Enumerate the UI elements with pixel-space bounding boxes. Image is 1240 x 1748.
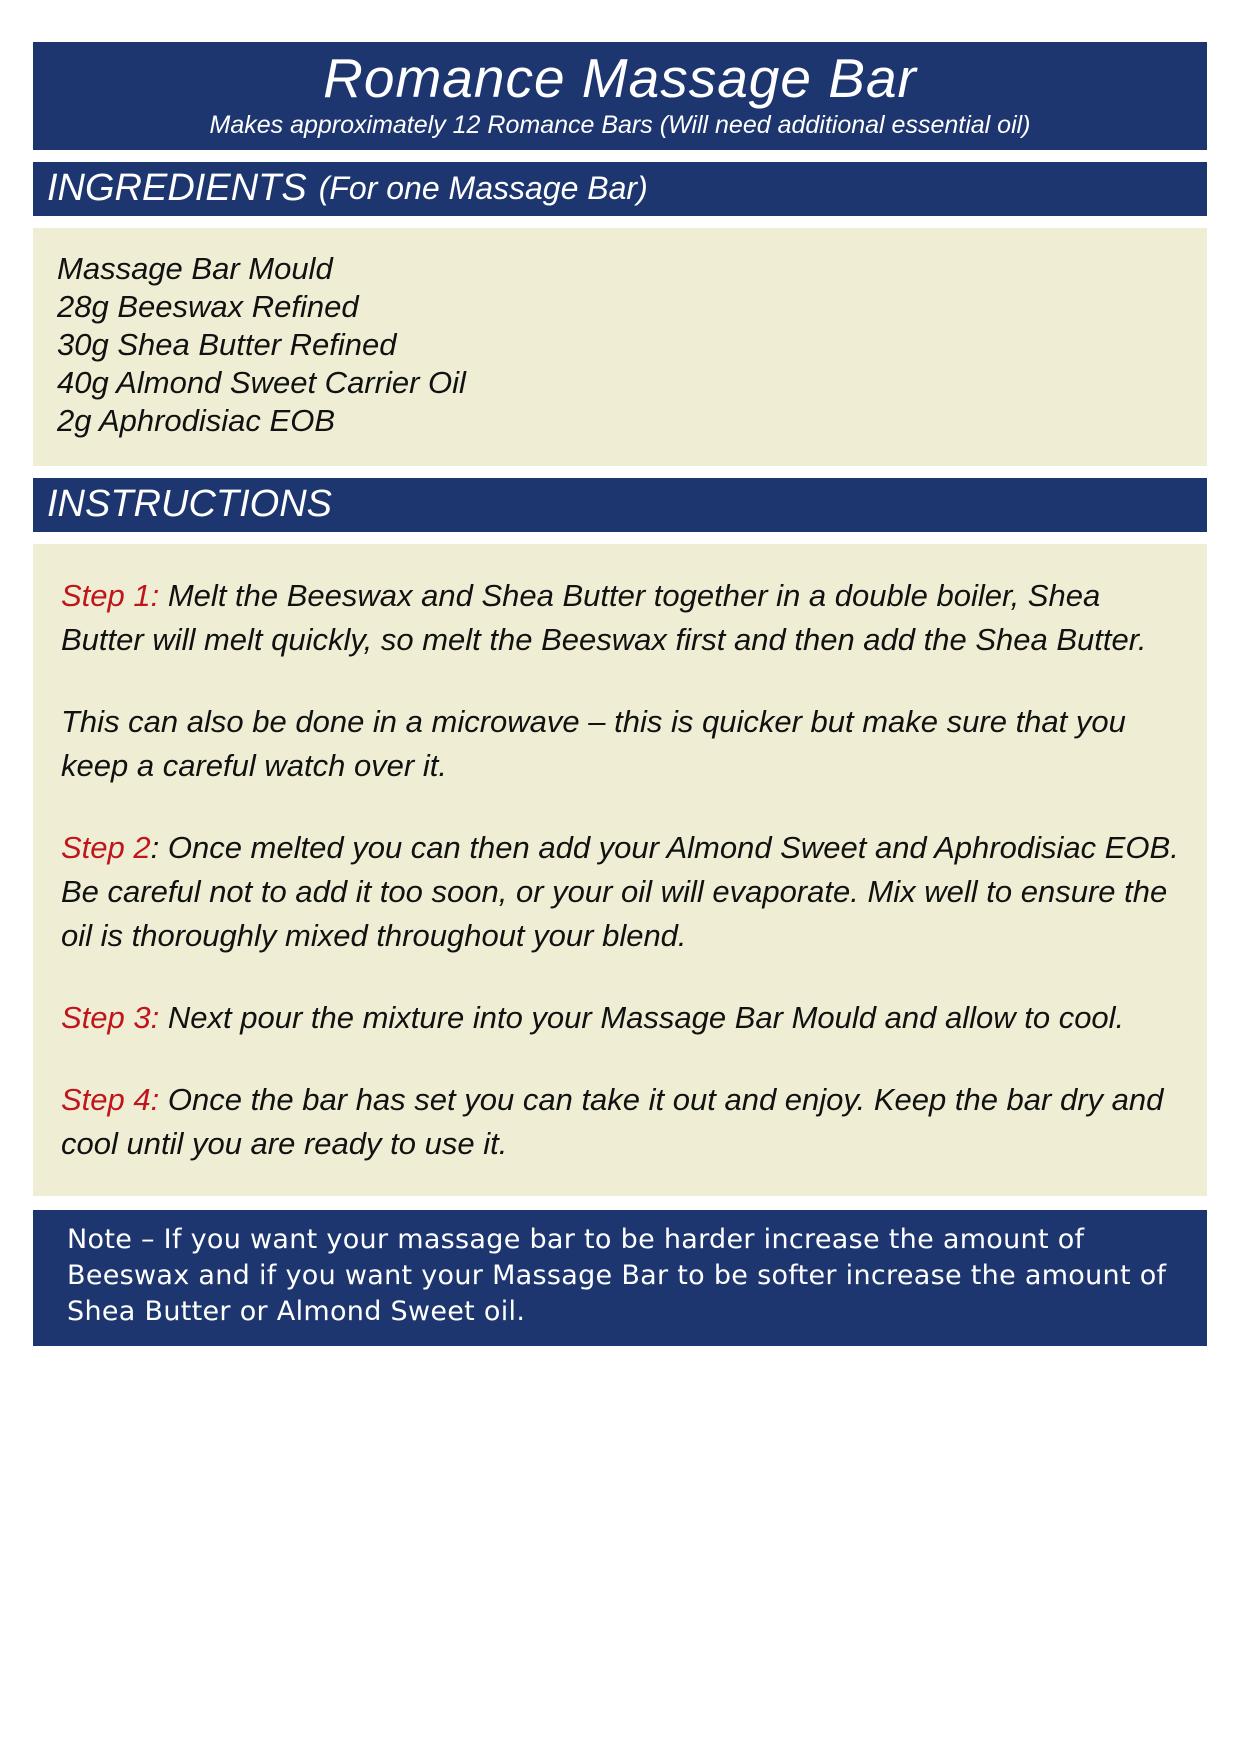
instruction-step [61,1078,1179,1166]
instruction-step [61,826,1179,958]
step-text: Next pour the mixture into your Massage Bar Mould and allow to cool. [159,1000,1125,1035]
title-banner [33,42,1207,150]
ingredients-header [33,162,1207,216]
ingredients-heading-label: INGREDIENTS [47,167,307,209]
instructions-panel [33,544,1207,1196]
note-banner: Note – If you want your massage bar to be harder increase the amount of Beeswax and if you want your Massage Bar to be softer increase the amount of Shea Butter or Almond Sweet oil. [33,1210,1207,1346]
list-item: 30g Shea Butter Refined [57,327,397,362]
step-text: : Once melted you can then add your Almond Sweet and Aphrodisiac EOB. Be careful not to add it too soon, or your oil will evaporate. Mix well to ensure the oil is thoroughly mixed throughout your blend. [61,830,1179,953]
list-item: 2g Aphrodisiac EOB [57,403,336,438]
list-item: 28g Beeswax Refined [57,289,359,324]
instruction-step [61,996,1179,1040]
page-subtitle: Makes approximately 12 Romance Bars (Will need additional essential oil) [209,111,1031,139]
step-label: Step 3: [61,1000,160,1035]
ingredients-panel [33,228,1207,466]
instruction-step [61,700,1179,788]
instructions-heading-label: INSTRUCTIONS [47,483,332,525]
instructions-header [33,478,1207,532]
step-text: Once the bar has set you can take it out and enjoy. Keep the bar dry and cool until you are ready to use it. [61,1082,1164,1161]
page-title: Romance Massage Bar [323,47,917,109]
step-label: Step 2 [61,830,151,865]
step-label: Step 1: [61,578,160,613]
list-item: 40g Almond Sweet Carrier Oil [57,365,466,400]
step-text: Melt the Beeswax and Shea Butter together in a double boiler, Shea Butter will melt quickly, so melt the Beeswax first and then add the Shea Butter. [61,578,1147,657]
step-text: This can also be done in a microwave – this is quicker but make sure that you keep a careful watch over it. [61,704,1126,783]
step-label: Step 4: [61,1082,160,1117]
ingredients-heading-note: (For one Massage Bar) [318,170,648,206]
instruction-step [61,574,1179,662]
list-item: Massage Bar Mould [57,251,333,286]
